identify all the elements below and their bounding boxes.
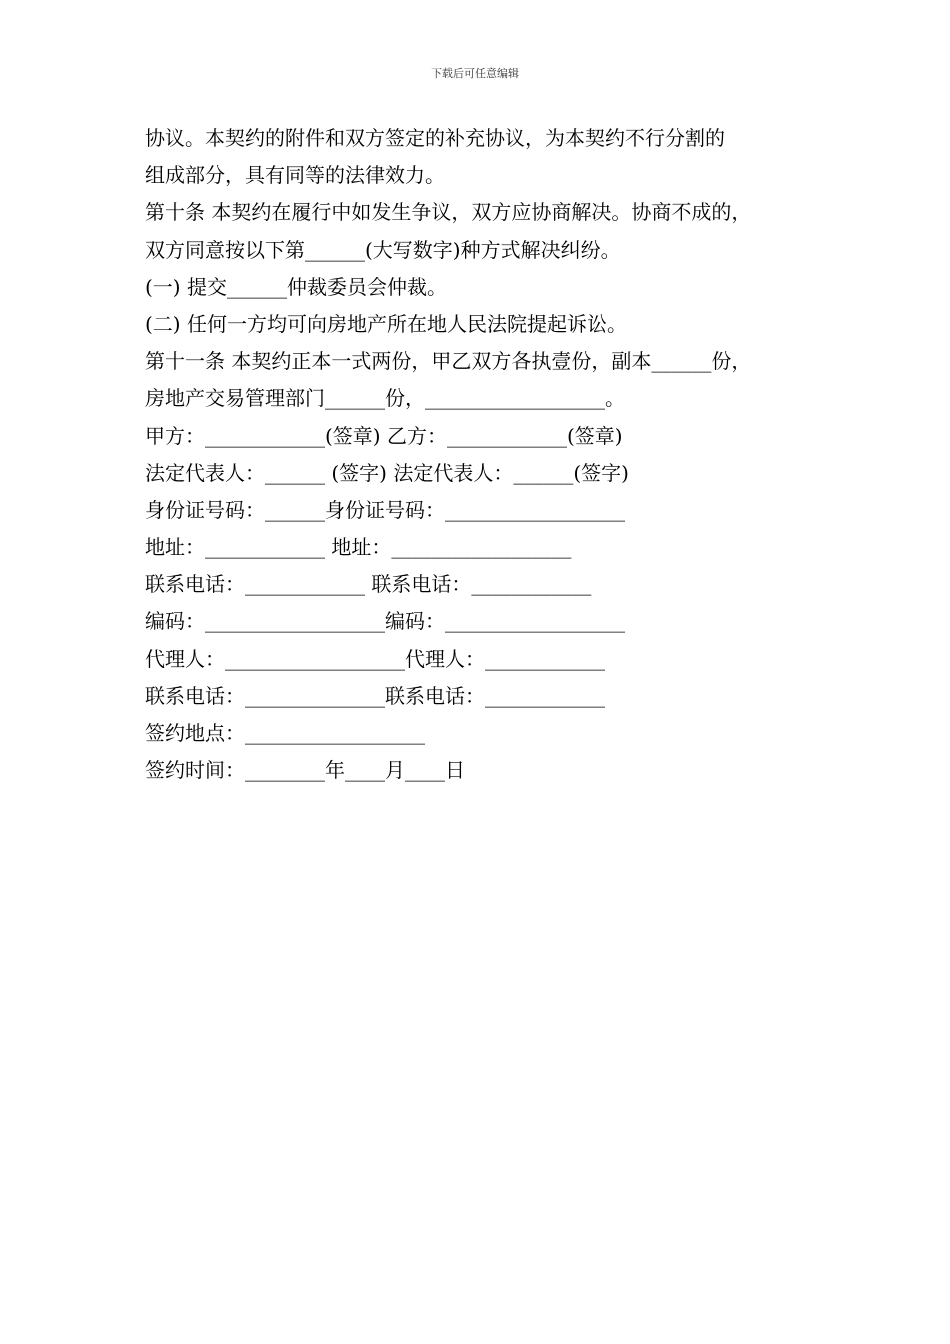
text-line: 双方同意按以下第______(大写数字)种方式解决纠纷。	[145, 237, 621, 262]
signing-date-line: 签约时间：________年____月____日	[145, 758, 465, 783]
id-number-line: 身份证号码：______身份证号码：__________________	[145, 497, 625, 522]
text-line: 协议。本契约的附件和双方签定的补充协议，为本契约不行分割的	[145, 126, 725, 150]
signing-place-line: 签约地点：__________________	[145, 721, 425, 745]
text-line: 第十条 本契约在履行中如发生争议，双方应协商解决。协商不成的，	[145, 200, 752, 225]
agent-line: 代理人：__________________代理人：____________	[145, 646, 605, 671]
signature-line-party: 甲方：____________(签章) 乙方：____________(签章)	[145, 423, 623, 448]
text-line: 组成部分，具有同等的法律效力。	[145, 163, 445, 188]
address-line: 地址：____________ 地址：__________________	[145, 535, 572, 560]
text-line: (二) 任何一方均可向房地产所在地人民法院提起诉讼。	[145, 311, 627, 336]
agent-phone-line: 联系电话：______________联系电话：____________	[145, 683, 605, 708]
document-body	[145, 120, 835, 789]
signature-line-representative: 法定代表人：______ (签字) 法定代表人：______(签字)	[145, 460, 629, 485]
text-line: 第十一条 本契约正本一式两份，甲乙双方各执壹份，副本______份，	[145, 349, 752, 374]
phone-line: 联系电话：____________ 联系电话：____________	[145, 572, 592, 597]
code-line: 编码：__________________编码：__________________	[145, 609, 625, 634]
text-line: 房地产交易管理部门______份，__________________。	[145, 386, 625, 411]
text-line: (一) 提交______仲裁委员会仲裁。	[145, 274, 447, 299]
page-header-note: 下载后可任意编辑	[431, 67, 519, 80]
